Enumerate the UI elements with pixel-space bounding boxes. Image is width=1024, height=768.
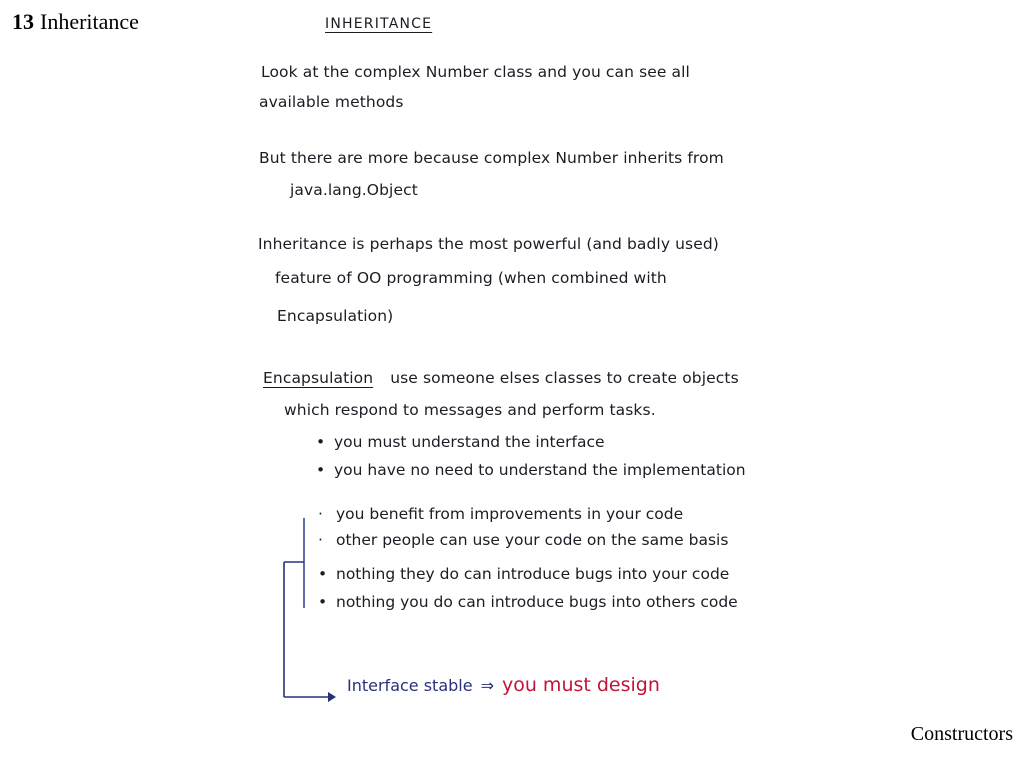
para2-line1: But there are more because complex Number inherits from — [259, 149, 724, 167]
bullet-item: · other people can use your code on the same basis — [318, 531, 729, 549]
bullet-text: you benefit from improvements in your code — [336, 505, 684, 523]
slide-number: 13 — [12, 9, 34, 34]
conclusion — [347, 674, 660, 697]
para1-line2: available methods — [259, 93, 404, 111]
para3-line2: feature of OO programming (when combined with — [275, 269, 667, 287]
handwritten-notes — [232, 8, 780, 720]
encapsulation-definition: use someone elses classes to create objects — [390, 369, 739, 387]
bullet-text: nothing they do can introduce bugs into your code — [336, 565, 730, 583]
arrow-head-icon — [328, 692, 336, 702]
bullet-item: • nothing you do can introduce bugs into others code — [318, 593, 738, 611]
bullet-text: you must understand the interface — [334, 433, 605, 451]
conclusion-left: Interface stable — [347, 676, 473, 695]
para2-line2: java.lang.Object — [290, 181, 418, 199]
encapsulation-line2: which respond to messages and perform tasks. — [284, 401, 656, 419]
bullet-item: • you must understand the interface — [316, 433, 605, 451]
bullet-text: other people can use your code on the same basis — [336, 531, 729, 549]
bullet-item: • nothing they do can introduce bugs into your code — [318, 565, 730, 583]
notes-title: INHERITANCE — [325, 16, 433, 32]
para3-line1: Inheritance is perhaps the most powerful (and badly used) — [258, 235, 719, 253]
para3-line3: Encapsulation) — [277, 307, 394, 325]
bullet-text: nothing you do can introduce bugs into others code — [336, 593, 738, 611]
slide-header — [12, 8, 139, 36]
para1-line1: Look at the complex Number class and you can see all — [261, 63, 690, 81]
bullet-item: • you have no need to understand the implementation — [316, 461, 746, 479]
slide-title: Inheritance — [40, 9, 139, 34]
bullet-item: · you benefit from improvements in your code — [318, 505, 684, 523]
bracket-arrow — [232, 8, 780, 720]
bullet-text: you have no need to understand the implementation — [334, 461, 746, 479]
conclusion-right: you must design — [501, 674, 660, 696]
footer-nav-label: Constructors — [910, 723, 1013, 745]
implies-arrow-icon: ⇒ — [480, 676, 494, 695]
encapsulation-term: Encapsulation — [263, 369, 374, 387]
